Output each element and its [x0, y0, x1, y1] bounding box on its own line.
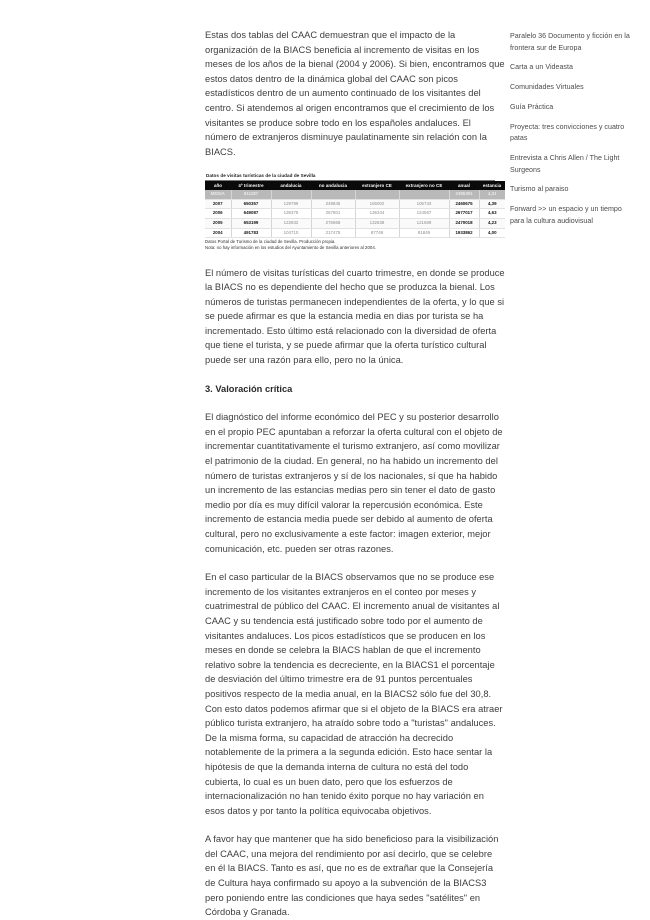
cell-estancia: 4,00	[479, 228, 505, 238]
cell-no-andalucia: 276868	[311, 218, 355, 228]
col-header-andalucia: andalucia	[271, 181, 311, 190]
cell-andalucia: 122832	[271, 218, 311, 228]
col-header-extranjero-ce: extranjero CE	[355, 181, 399, 190]
cell-andalucia: 138375	[271, 209, 311, 219]
cell-extranjero-ce: 136344	[355, 209, 399, 219]
cell-anual: 2460675	[449, 199, 479, 209]
table-notes	[205, 238, 495, 251]
cell-year: 2004	[205, 228, 231, 238]
cell-anual: 2385391	[449, 190, 479, 199]
cell-extranjero-no-ce: 124567	[399, 209, 449, 219]
cell-andalucia	[271, 190, 311, 199]
cell-extranjero-ce: 132638	[355, 218, 399, 228]
sidebar-item-entrevista-chris-allen[interactable]: Entrevista a Chris Allen / The Light Surgeons	[510, 154, 620, 174]
cell-year: 2007	[205, 199, 231, 209]
cell-extranjero-ce: 87749	[355, 228, 399, 238]
cell-estancia: 4,63	[479, 209, 505, 219]
cell-anual: 2470018	[449, 218, 479, 228]
sidebar-item-forward[interactable]: Forward >> un espacio y un tiempo para la cultura audiovisual	[510, 205, 622, 225]
cell-anual: 2677017	[449, 209, 479, 219]
table-row	[205, 218, 505, 228]
cell-fourth-quarter: 653199	[231, 218, 271, 228]
col-header-estancia: estancia	[479, 181, 505, 190]
sidebar-item-carta-a-un-videasta[interactable]: Carta a un Videasta	[510, 63, 573, 72]
cell-extranjero-ce: 165002	[355, 199, 399, 209]
cell-year: 2006	[205, 209, 231, 219]
table-caption: Datos de visitas turísticas de la ciudad de Sevilla	[205, 173, 495, 181]
col-header-no-andalucia: no andalucia	[311, 181, 355, 190]
cell-extranjero-ce	[355, 190, 399, 199]
section-heading-valoracion-critica: 3. Valoración crítica	[205, 383, 293, 394]
cell-anual: 1933862	[449, 228, 479, 238]
cell-year: 2005	[205, 218, 231, 228]
cell-extranjero-no-ce: 105733	[399, 199, 449, 209]
cell-extranjero-no-ce: 121669	[399, 218, 449, 228]
cell-no-andalucia: 217475	[311, 228, 355, 238]
cell-fourth-quarter: 650357	[231, 199, 271, 209]
cell-year: MEDIA	[205, 190, 231, 199]
tourism-statistics-table	[205, 181, 505, 238]
cell-no-andalucia: 267801	[311, 209, 355, 219]
table-row	[205, 228, 505, 238]
sidebar-item-proyecta[interactable]: Proyecta: tres convicciones y cuatro patas	[510, 122, 625, 143]
table-row	[205, 190, 505, 199]
cell-extranjero-no-ce: 81849	[399, 228, 449, 238]
cell-estancia: 4,39	[479, 199, 505, 209]
cell-andalucia: 129799	[271, 199, 311, 209]
table-head	[205, 181, 505, 190]
statistics-table-block	[205, 173, 502, 251]
sidebar-item-paralelo-36[interactable]: Paralelo 36 Documento y ficción en la frontera sur de Europa	[510, 32, 630, 52]
cell-fourth-quarter: 611187	[231, 190, 271, 199]
cell-fourth-quarter: 649087	[231, 209, 271, 219]
related-articles-sidebar	[510, 31, 630, 236]
paragraph-5: A favor hay que mantener que ha sido beneficioso para la visibilización del CAAC, una mejora del rendimiento por así decirlo, que se celebre en él la BIACS. Tanto es así, que no es de extrañar que la Consejería de Cultura haya confirmado su apoyo a la subvención de la BIACS3 pero poniendo entre las condiciones que haya sedes "satélites" en Córdoba y Granada.	[205, 834, 499, 918]
cell-fourth-quarter: 491783	[231, 228, 271, 238]
sidebar-item-turismo-al-paraiso[interactable]: Turismo al paraiso	[510, 185, 569, 194]
table-body	[205, 190, 505, 237]
table-row	[205, 199, 505, 209]
cell-andalucia: 104710	[271, 228, 311, 238]
cell-estancia: 4,23	[479, 218, 505, 228]
paragraph-3: El diagnóstico del informe económico del PEC y su posterior desarrollo en el propio PEC apuntaban a reforzar la oferta cultural con el objeto de incrementar cuantitativamente el turismo extranjero, así como movilizar el patrimonio de la ciudad. En general, no ha habido un incremento del número de turistas extranjeros y sí de los nacionales, sí que ha habido un incremento de las estancias medias pero sin tener el dato de gasto medio por día es muy difícil valorar la repercusión económica. Este incremento de estancia media puede ser debido al aumento de oferta cultural, pero no exclusivamente a este factor: imagen exterior, mejor comunicación, etc. pueden ser otras razones.	[205, 412, 503, 554]
table-header-row	[205, 181, 505, 190]
paragraph-2: El número de visitas turísticas del cuarto trimestre, en donde se produce la BIACS no es dependiente del hecho que se produzca la bienal. Los números de turistas permanecen independientes de la oferta, y lo que si se puede afirmar es que la estancia media en dias por turista se ha incrementado. Esto último está relacionado con la diversidad de oferta que tiene el turista, y se puede afirmar que la oferta turístico cultural puede ser una razón para ello, pero no la única.	[205, 267, 505, 366]
cell-estancia: 4,31	[479, 190, 505, 199]
cell-no-andalucia: 249845	[311, 199, 355, 209]
col-header-year: año	[205, 181, 231, 190]
table-row	[205, 209, 505, 219]
col-header-fourth-quarter: 4º trimestre	[231, 181, 271, 190]
paragraph-1: Estas dos tablas del CAAC demuestran que el impacto de la organización de la BIACS beneficia al incremento de visitas en los meses de los años de la bienal (2004 y 2006). Si bien, encontramos que estos datos dentro de la dinámica global del CAAC son picos estadísticos dentro de un aumento continuado de los visitantes del centro. Si atendemos al origen encontramos que el crecimiento de los visitantes se produce sobre todo en los españoles andaluces. El número de extranjeros disminuye paulatinamente sin relación con la BIACS.	[205, 30, 505, 157]
sidebar-item-comunidades-virtuales[interactable]: Comunidades Virtuales	[510, 83, 584, 92]
cell-extranjero-no-ce	[399, 190, 449, 199]
paragraph-4: En el caso particular de la BIACS observamos que no se produce ese incremento de los visitantes extranjeros en el conteo por meses y cuatrimestral de público del CAAC. El incremento anual de visitantes al CAAC y su tendencia está justificado sobre todo por el aumento de visitantes andaluces. Los picos estadísticos que se producen en los meses en donde se celebra la BIACS hablan de que el incremento relativo sobre la tendencia es decreciente, en la BIACS1 el porcentaje de desviación del último trimestre era de 91 puntos percentuales positivos respecto de la media anual, en la BIACS2 sólo fue del 30,8. Con esto datos podemos afirmar que si el objeto de la BIACS era atraer público turista extranjero, ha atraído sobre todo a "turistas" andaluces. De la misma forma, su capacidad de atracción ha decrecido notablemente de la primera a la segunda edición. Esto hace sentar la hipótesis de que la demanda interna de cultura no está del todo cubierta, lo cual es un buen dato, pero que los esfuerzos de internacionalización no han tenido éxito porque no hay variación en esos datos y por tanto la política equivocaba objetivos.	[205, 572, 503, 816]
col-header-extranjero-no-ce: extranjero no CE	[399, 181, 449, 190]
col-header-anual: anual	[449, 181, 479, 190]
sidebar-item-guia-practica[interactable]: Guía Práctica	[510, 102, 554, 111]
article-body	[205, 28, 505, 919]
table-footnote: Nota: no hay información en los estudios del Ayuntamiento de Sevilla anteriores al 2004.	[205, 245, 376, 251]
cell-no-andalucia	[311, 190, 355, 199]
table-source-note: Datos Portal de Turismo de la ciudad de Sevilla. Producción propia.	[205, 239, 336, 245]
